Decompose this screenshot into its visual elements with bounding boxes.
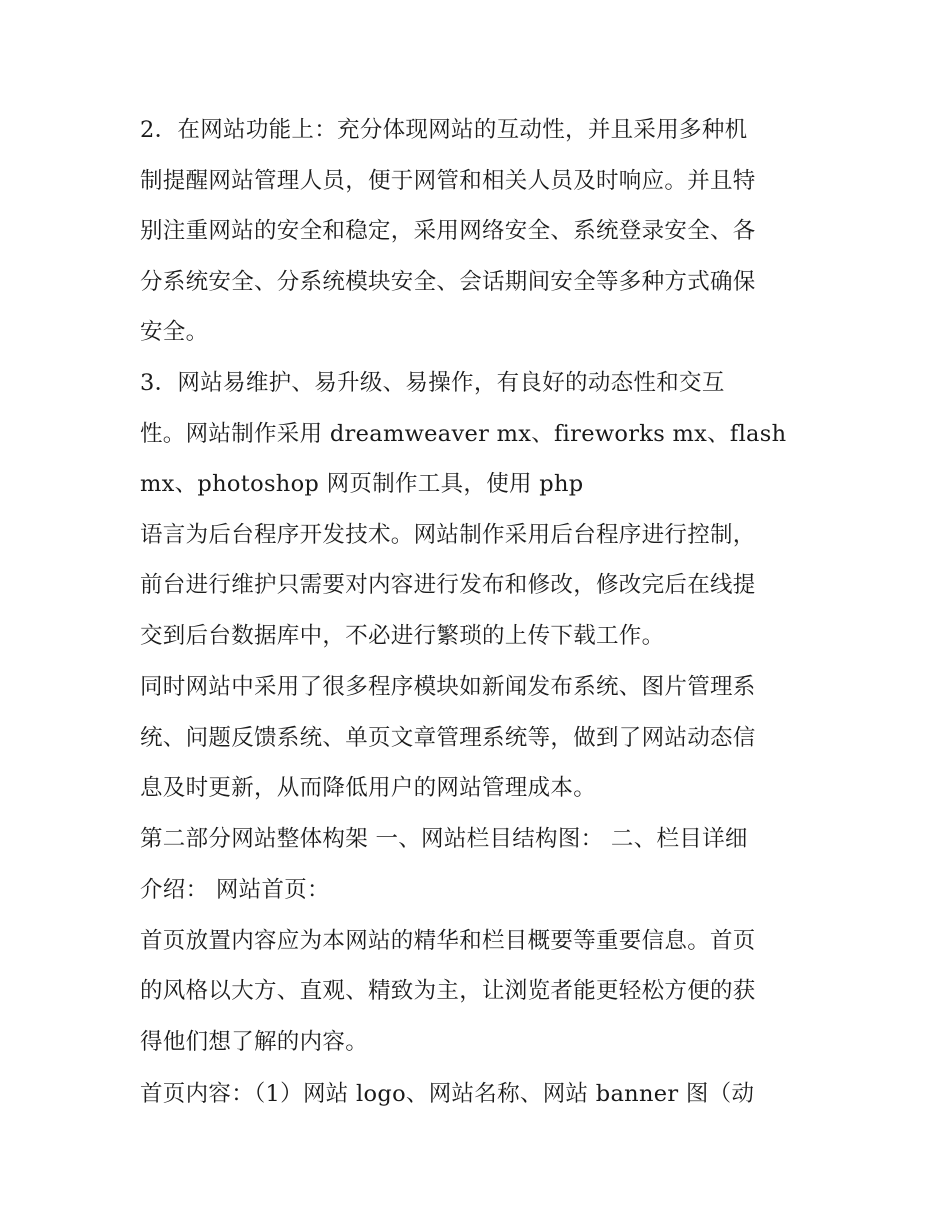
text-line: 的风格以大方、直观、精致为主，让浏览者能更轻松方便的获 (140, 978, 756, 1004)
text-line: 息及时更新，从而降低用户的网站管理成本。 (140, 775, 597, 801)
text-line: 语言为后台程序开发技术。网站制作采用后台程序进行控制， (140, 522, 756, 548)
text-line: 交到后台数据库中，不必进行繁琐的上传下载工作。 (140, 623, 665, 649)
text-line: 得他们想了解的内容。 (140, 1029, 369, 1055)
text-line: 统、问题反馈系统、单页文章管理系统等，做到了网站动态信 (140, 725, 756, 751)
text-line: 同时网站中采用了很多程序模块如新闻发布系统、图片管理系 (140, 674, 756, 700)
text-line: 第二部分网站整体构架 一、网站栏目结构图： 二、栏目详细 (140, 826, 748, 852)
text-line: 3．网站易维护、易升级、易操作，有良好的动态性和交互 (140, 370, 725, 396)
text-line: 介绍： 网站首页： (140, 877, 330, 903)
text-line: 分系统安全、分系统模块安全、会话期间安全等多种方式确保 (140, 269, 756, 295)
text-line: 制提醒网站管理人员，便于网管和相关人员及时响应。并且特 (140, 168, 756, 194)
text-line: 首页内容：（1）网站 logo、网站名称、网站 banner 图（动 (140, 1081, 755, 1107)
text-line: 安全。 (140, 319, 209, 345)
text-line: mx、photoshop 网页制作工具，使用 php (140, 471, 584, 497)
text-line: 前台进行维护只需要对内容进行发布和修改，修改完后在线提 (140, 572, 756, 598)
text-line: 性。网站制作采用 dreamweaver mx、fireworks mx、flash (140, 421, 787, 447)
text-line: 2．在网站功能上：充分体现网站的互动性，并且采用多种机 (140, 117, 748, 143)
text-line: 首页放置内容应为本网站的精华和栏目概要等重要信息。首页 (140, 928, 756, 954)
text-line: 别注重网站的安全和稳定，采用网络安全、系统登录安全、各 (140, 218, 756, 244)
